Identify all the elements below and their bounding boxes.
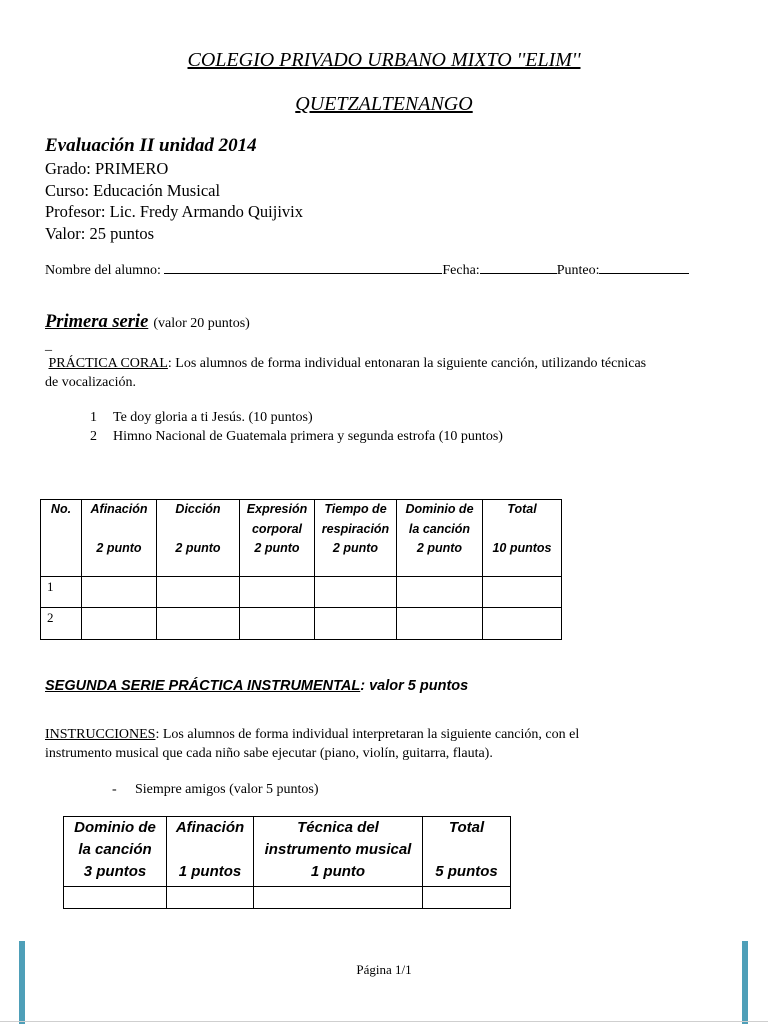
left-margin-bar — [19, 941, 25, 1024]
score-cell[interactable] — [483, 608, 562, 640]
header-afinacion: Afinación 1 puntos — [167, 817, 254, 887]
score-cell[interactable] — [483, 577, 562, 608]
score-label: Punteo: — [556, 263, 600, 278]
song-list — [90, 408, 503, 446]
exam-info — [45, 158, 303, 244]
score-cell[interactable] — [423, 887, 511, 909]
song-item: 1 Te doy gloria a ti Jesús. (10 puntos) — [90, 410, 313, 425]
header-no: No. — [41, 500, 82, 577]
page-bottom-divider — [0, 1021, 768, 1022]
practice-text: : Los alumnos de forma individual entonaran la siguiente canción, utilizando técnicas — [167, 356, 647, 371]
score-cell[interactable] — [167, 887, 254, 909]
section1-dash: _ — [45, 338, 52, 353]
name-field[interactable] — [164, 261, 442, 274]
instructions-label: INSTRUCCIONES — [45, 727, 156, 742]
table-header-row — [41, 500, 562, 577]
score-cell[interactable] — [397, 577, 483, 608]
score-cell[interactable] — [82, 577, 157, 608]
score-field[interactable] — [599, 261, 689, 274]
header-total: Total 10 puntos — [483, 500, 562, 577]
section1-instructions — [45, 354, 735, 392]
section1-heading — [45, 312, 250, 333]
table-row — [41, 608, 562, 640]
table-row — [41, 577, 562, 608]
table-header-row — [64, 817, 511, 887]
table-row — [64, 887, 511, 909]
right-margin-bar — [742, 941, 748, 1024]
header-afinacion: Afinación 2 punto — [82, 500, 157, 577]
grade-line: Grado: PRIMERO — [45, 159, 169, 178]
section2-value: : valor 5 puntos — [360, 678, 469, 694]
practice-label: PRÁCTICA CORAL — [48, 356, 168, 371]
score-cell[interactable] — [397, 608, 483, 640]
date-label: Fecha: — [442, 263, 480, 278]
instructions-text-2: instrumento musical que cada niño sabe ejecutar (piano, violín, guitarra, flauta). — [45, 746, 493, 761]
score-cell[interactable] — [254, 887, 423, 909]
value-line: Valor: 25 puntos — [45, 223, 155, 243]
header-respiracion: Tiempo de respiración 2 punto — [315, 500, 397, 577]
instructions-text: : Los alumnos de forma individual interpretaran la siguiente canción, con el — [155, 727, 580, 742]
song-item: 2 Himno Nacional de Guatemala primera y segunda estrofa (10 puntos) — [90, 429, 503, 444]
score-cell[interactable] — [240, 577, 315, 608]
bullet: - — [112, 782, 117, 797]
page-number: Página 1/1 — [356, 962, 412, 977]
city-name: QUETZALTENANGO — [295, 93, 473, 115]
header-tecnica: Técnica del instrumento musical 1 punto — [254, 817, 423, 887]
header-dominio: Dominio de la canción 2 punto — [397, 500, 483, 577]
section1-value: (valor 20 puntos) — [153, 316, 250, 331]
date-field[interactable] — [480, 261, 557, 274]
score-cell[interactable] — [315, 577, 397, 608]
section2-title: SEGUNDA SERIE PRÁCTICA INSTRUMENTAL — [45, 678, 361, 694]
score-cell[interactable] — [315, 608, 397, 640]
score-cell[interactable] — [157, 577, 240, 608]
row-number: 1 — [41, 577, 82, 608]
score-cell[interactable] — [64, 887, 167, 909]
section1-title: Primera serie — [45, 312, 149, 332]
instrument-song: Siempre amigos (valor 5 puntos) — [135, 782, 319, 797]
exam-title: Evaluación II unidad 2014 — [45, 135, 257, 156]
header-diccion: Dicción 2 punto — [157, 500, 240, 577]
section2-heading — [45, 678, 468, 694]
score-cell[interactable] — [157, 608, 240, 640]
student-line — [45, 261, 689, 280]
practice-text-2: de vocalización. — [45, 375, 136, 390]
score-cell[interactable] — [240, 608, 315, 640]
row-number: 2 — [41, 608, 82, 640]
header-total: Total 5 puntos — [423, 817, 511, 887]
name-label: Nombre del alumno: — [45, 263, 161, 278]
score-cell[interactable] — [82, 608, 157, 640]
teacher-line: Profesor: Lic. Fredy Armando Quijivix — [45, 202, 304, 221]
instrumental-rubric-table — [63, 816, 511, 909]
course-line: Curso: Educación Musical — [45, 180, 221, 200]
instrument-item — [112, 780, 319, 799]
coral-rubric-table — [40, 499, 562, 640]
school-name: COLEGIO PRIVADO URBANO MIXTO ''ELIM'' — [187, 49, 581, 71]
header-expresion: Expresión corporal 2 punto — [240, 500, 315, 577]
section2-instructions — [45, 725, 735, 763]
header-dominio: Dominio de la canción 3 puntos — [64, 817, 167, 887]
